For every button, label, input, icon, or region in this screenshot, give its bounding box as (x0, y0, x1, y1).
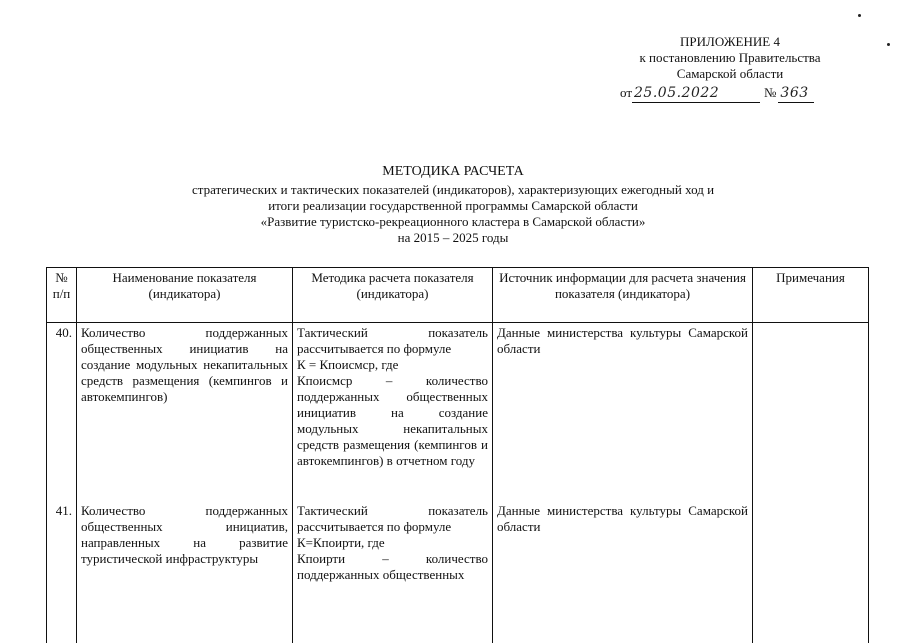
indicator-method (293, 323, 493, 502)
scan-speck (858, 14, 861, 17)
row-number: 41. (47, 501, 77, 643)
date-field (632, 84, 760, 103)
method-definition: Кпоисмср – количество поддержанных общественных инициатив на создание модульных некапитальных средств размещения (кемпингов и автокемпингов) в отчетном году (297, 373, 488, 468)
method-intro: Тактический показатель рассчитывается по формуле (297, 503, 488, 534)
date-value: 25.05.2022 (634, 85, 720, 101)
row-number: 40. (47, 323, 77, 502)
document-title (130, 164, 776, 246)
indicator-name: Количество поддержанных общественных инициатив на создание модульных некапитальных средств размещения (кемпингов и автокемпингов) (77, 323, 293, 502)
number-field (778, 84, 814, 103)
header-source: Источник информации для расчета значения показателя (индикатора) (493, 268, 753, 323)
header-method: Методика расчета показателя (индикатора) (293, 268, 493, 323)
title-line-2: итоги реализации государственной программы Самарской области (268, 198, 638, 213)
indicator-source: Данные министерства культуры Самарской области (493, 323, 753, 502)
indicator-notes (753, 323, 869, 502)
table-row (47, 323, 869, 502)
number-label: № (764, 85, 777, 100)
header-num: № п/п (47, 268, 77, 323)
number-value: 363 (780, 85, 809, 101)
header-notes: Примечания (753, 268, 869, 323)
method-formula: К = Кпоисмср, где (297, 357, 399, 372)
appendix-date-number (620, 84, 830, 102)
method-formula: К=Кпоирти, где (297, 535, 385, 550)
indicator-name: Количество поддержанных общественных инициатив, направленных на развитие туристической инфраструктуры (77, 501, 293, 643)
title-line-4: на 2015 – 2025 годы (397, 230, 509, 245)
appendix-resolution: к постановлению Правительства (639, 50, 821, 65)
appendix-title: ПРИЛОЖЕНИЕ 4 (680, 34, 780, 49)
date-prefix: от (620, 85, 633, 100)
indicator-notes (753, 501, 869, 643)
table-header-row (47, 268, 869, 323)
indicator-source: Данные министерства культуры Самарской области (493, 501, 753, 643)
indicator-method (293, 501, 493, 643)
appendix-region: Самарской области (676, 66, 784, 81)
scan-speck (887, 43, 890, 46)
title-line-3: «Развитие туристско-рекреационного кластера в Самарской области» (260, 214, 646, 229)
method-definition: Кпоирти – количество поддержанных общественных (297, 551, 488, 582)
title-line-1: стратегических и тактических показателей (индикаторов), характеризующих ежегодный ход и (191, 182, 715, 197)
indicators-table (46, 267, 869, 643)
appendix-header (600, 34, 860, 82)
table-row (47, 501, 869, 643)
method-intro: Тактический показатель рассчитывается по формуле (297, 325, 488, 356)
header-name: Наименование показателя (индикатора) (77, 268, 293, 323)
title-main: МЕТОДИКА РАСЧЕТА (382, 164, 524, 179)
